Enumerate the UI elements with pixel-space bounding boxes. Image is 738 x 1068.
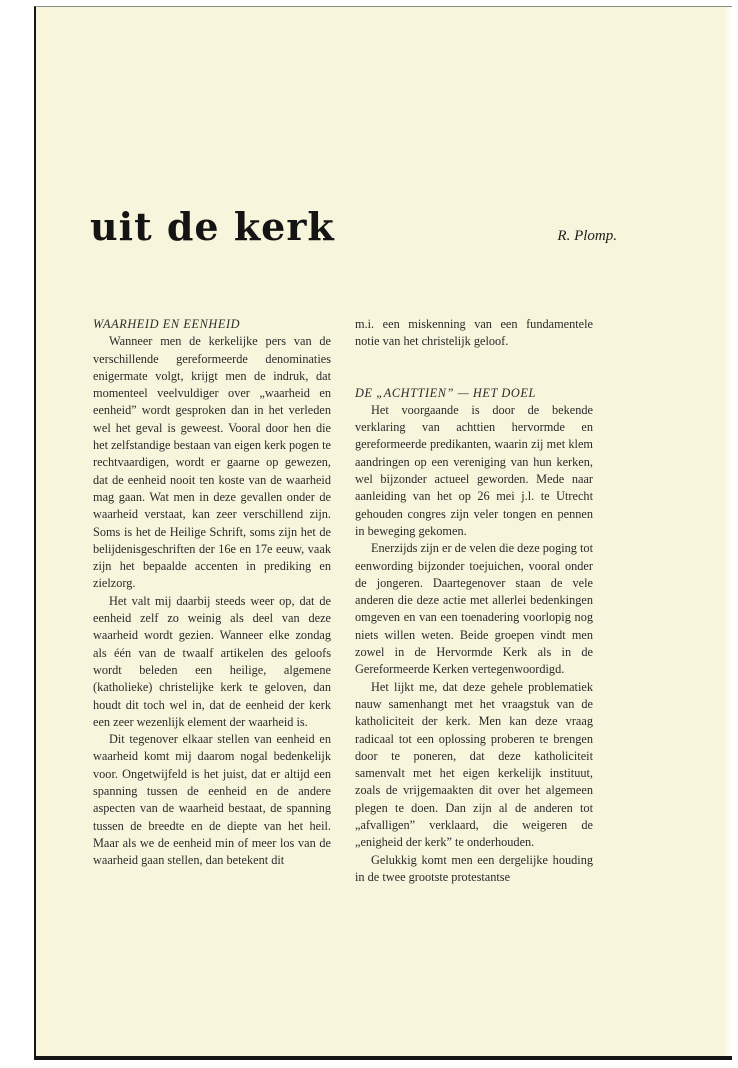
heading-de-achttien: DE „ACHTTIEN” — HET DOEL <box>355 385 536 400</box>
paragraph: Dit tegenover elkaar stellen van eenheid en waarheid komt mij daarom nogal bedenkelijk voor. Ongetwijfeld is het juist, dat er altijd een spanning tussen de eenheid en de andere aspecten van de waarheid bestaat, de spanning tussen de breedte en de diepte van het heil. Maar als we de eenheid min of meer los van de waarheid gaan stellen, dan betekent dit <box>93 732 331 868</box>
section-title: uit de kerk <box>90 204 335 249</box>
paragraph: Het lijkt me, dat deze gehele problematiek nauw samenhangt met het vraagstuk van de katholiciteit der kerk. Men kan deze vraag radicaal tot een oplossing proberen te brengen door te poneren, dat deze katholiciteit samenvalt met het eigen kerkelijk instituut, zoals de vrijgemaakten dit over het algemeen plegen te doen. Dan zijn al de anderen tot „afvalligen” verklaard, die weigeren de „enigheid der kerk” te onderhouden. <box>355 679 593 850</box>
paragraph: Wanneer men de kerkelijke pers van de verschillende gereformeerde denominaties enigermate volgt, krijgt men de indruk, dat momenteel veelvuldiger over „waarheid en eenheid” wordt gesproken dan in het verleden wel het geval is geweest. Vooral door hen die het zelfstandige bestaan van eigen kerk pogen te rechtvaardigen, wordt er gaarne op gewezen, dat de eenheid nooit ten koste van de waarheid mag gaan. Wat men in deze gevallen onder de waarheid verstaat, kan zeer verschillend zijn. Soms is het de Heilige Schrift, soms zijn het de belijdenisgeschriften der 16e en 17e eeuw, vaak zijn het bepaalde accenten in prediking en zielzorg. <box>93 334 331 591</box>
heading-waarheid-en-eenheid: WAARHEID EN EENHEID <box>93 317 241 331</box>
paragraph: Enerzijds zijn er de velen die deze poging tot eenwording bijzonder toejuichen, vooral onder de jongeren. Daartegenover staan de vele anderen die deze actie met allerlei bedenkingen omgeven en van een toenadering voorlopig nog niets willen weten. Beide groepen vindt men zowel in de Hervormde Kerk als in de Gereformeerde Kerken vertegenwoordigd. <box>355 541 593 677</box>
paragraph: Gelukkig komt men een dergelijke houding in de twee grootste protestantse <box>355 852 593 884</box>
left-column <box>93 316 331 870</box>
author-name: R. Plomp. <box>557 228 617 244</box>
right-column <box>355 316 593 886</box>
page-edge <box>724 7 732 1056</box>
paragraph-continuation: m.i. een miskenning van een fundamentele notie van het christelijk geloof. <box>355 317 593 349</box>
paragraph: Het voorgaande is door de bekende verklaring van achttien hervormde en gereformeerde predikanten, waarin zij met klem aandringen op een vereniging van hun kerken, wel bijzonder actueel geworden. Mede naar aanleiding van het op 26 mei j.l. te Utrecht gehouden congres zijn veler tongen en pennen in beweging gekomen. <box>355 402 593 538</box>
paragraph: Het valt mij daarbij steeds weer op, dat de eenheid zelf zo weinig als deel van deze waarheid wordt gezien. Wanneer elke zondag als één van de twaalf artikelen des geloofs wordt beleden een heilige, algemene (katholieke) christelijke kerk te geloven, dan houdt dit toch wel in, dat de eenheid der kerk een zeer wezenlijk element der waarheid is. <box>93 593 331 729</box>
